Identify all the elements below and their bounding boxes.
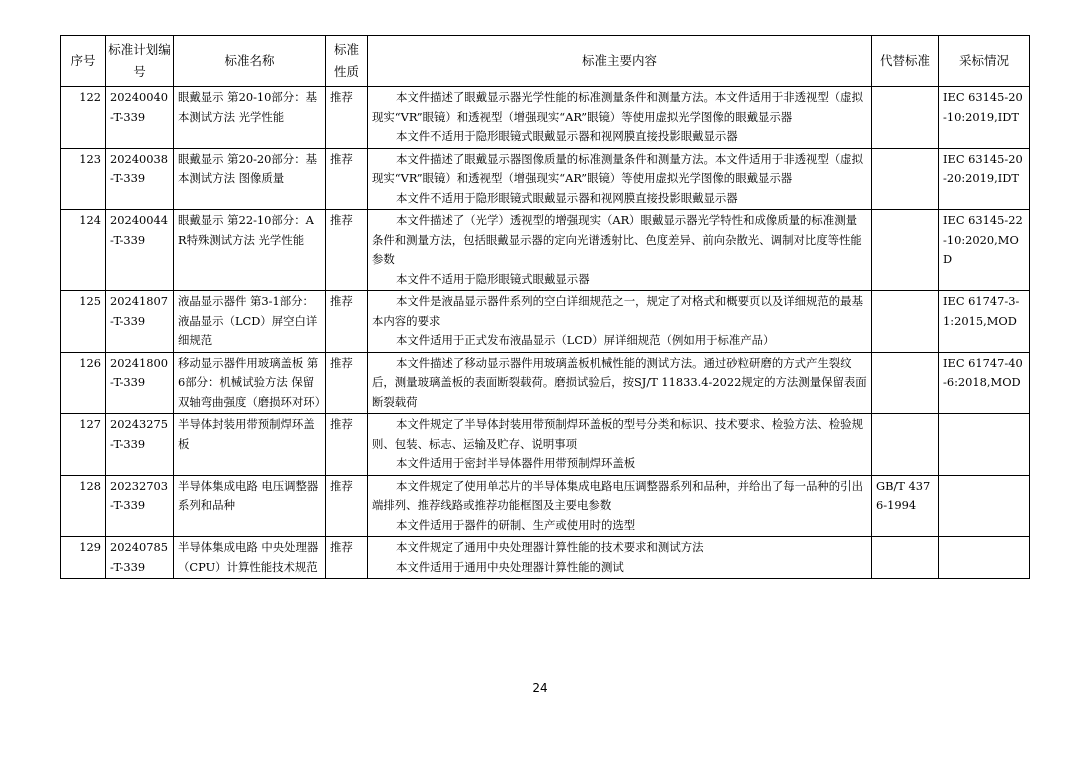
header-nature: 标准性质 [326,36,368,87]
content-paragraph: 本文件规定了通用中央处理器计算性能的技术要求和测试方法 [395,540,704,554]
cell-content [368,87,872,149]
content-paragraph: 本文件描述了移动显示器件用玻璃盖板机械性能的测试方法。通过砂粒研磨的方式产生裂纹后，测量玻璃盖板的表面断裂载荷。磨损试验后，按SJ/T 11833.4-2022规定的方法测量保留表面断裂载荷 [372,355,867,409]
cell-plan-no: 20240044-T-339 [106,210,174,291]
header-plan-no: 标准计划编号 [106,36,174,87]
cell-standard-name: 眼戴显示 第20-20部分：基本测试方法 图像质量 [174,148,326,210]
header-replace: 代替标准 [872,36,939,87]
cell-nature: 推荐 [326,210,368,291]
cell-replace [872,414,939,476]
cell-seq: 123 [61,148,106,210]
cell-replace [872,87,939,149]
cell-content [368,210,872,291]
table-row [61,87,1030,149]
cell-plan-no: 20241807-T-339 [106,291,174,353]
table-row [61,352,1030,414]
content-paragraph: 本文件不适用于隐形眼镜式眼戴显示器和视网膜直接投影眼戴显示器 [395,190,738,205]
content-paragraph: 本文件不适用于隐形眼镜式眼戴显示器 [395,271,590,286]
cell-plan-no: 20243275-T-339 [106,414,174,476]
cell-replace [872,210,939,291]
content-paragraph: 本文件描述了眼戴显示器图像质量的标准测量条件和测量方法。本文件适用于非透视型（虚拟现实“VR”眼镜）和透视型（增强现实“AR”眼镜）等使用虚拟光学图像的眼戴显示器 [372,151,863,185]
content-paragraph: 本文件适用于正式发布液晶显示（LCD）屏详细规范（例如用于标准产品） [395,333,775,347]
page-number: 24 [532,681,548,695]
cell-adopt [939,475,1030,537]
header-name: 标准名称 [174,36,326,87]
cell-plan-no: 20240038-T-339 [106,148,174,210]
cell-plan-no: 20240040-T-339 [106,87,174,149]
cell-plan-no: 20241800-T-339 [106,352,174,414]
content-paragraph: 本文件描述了（光学）透视型的增强现实（AR）眼戴显示器光学特性和成像质量的标准测量条件和测量方法，包括眼戴显示器的定向光谱透射比、色度差异、前向杂散光、调制对比度等性能参数 [372,213,862,266]
content-paragraph: 本文件适用于器件的研制、生产或使用时的选型 [395,517,636,532]
header-seq: 序号 [61,36,106,87]
cell-seq: 122 [61,87,106,149]
cell-seq: 125 [61,291,106,353]
cell-adopt: IEC 63145-22-10:2020,MOD [939,210,1030,291]
header-adopt: 采标情况 [939,36,1030,87]
content-paragraph: 本文件适用于密封半导体器件用带预制焊环盖板 [395,456,636,470]
cell-plan-no: 20232703-T-339 [106,475,174,537]
cell-nature: 推荐 [326,475,368,537]
cell-content [368,537,872,579]
cell-seq: 128 [61,475,106,537]
cell-nature: 推荐 [326,148,368,210]
cell-adopt: IEC 61747-3-1:2015,MOD [939,291,1030,353]
cell-nature: 推荐 [326,414,368,476]
cell-nature: 推荐 [326,537,368,579]
table-row [61,291,1030,353]
cell-adopt: IEC 61747-40-6:2018,MOD [939,352,1030,414]
table-row [61,210,1030,291]
cell-standard-name: 半导体封装用带预制焊环盖板 [174,414,326,476]
cell-replace: GB/T 4376-1994 [872,475,939,537]
content-paragraph: 本文件规定了半导体封装用带预制焊环盖板的型号分类和标识、技术要求、检验方法、检验规则、包装、标志、运输及贮存、说明事项 [372,417,863,451]
cell-standard-name: 液晶显示器件 第3-1部分：液晶显示（LCD）屏空白详细规范 [174,291,326,353]
table-body [61,87,1030,579]
content-paragraph: 本文件适用于通用中央处理器计算性能的测试 [395,559,624,574]
content-paragraph: 本文件描述了眼戴显示器光学性能的标准测量条件和测量方法。本文件适用于非透视型（虚拟现实“VR”眼镜）和透视型（增强现实“AR”眼镜）等使用虚拟光学图像的眼戴显示器 [372,90,863,124]
table-row [61,148,1030,210]
table-row [61,475,1030,537]
cell-replace [872,352,939,414]
table-row [61,537,1030,579]
cell-replace [872,148,939,210]
cell-replace [872,291,939,353]
cell-seq: 127 [61,414,106,476]
cell-nature: 推荐 [326,291,368,353]
cell-nature: 推荐 [326,87,368,149]
cell-adopt [939,537,1030,579]
cell-seq: 129 [61,537,106,579]
cell-adopt [939,414,1030,476]
cell-content [368,352,872,414]
cell-content [368,475,872,537]
cell-content [368,291,872,353]
content-paragraph: 本文件规定了使用单芯片的半导体集成电路电压调整器系列和品种，并给出了每一品种的引出端排列、推荐线路或推荐功能框图及主要电参数 [372,478,863,512]
cell-standard-name: 眼戴显示 第20-10部分：基本测试方法 光学性能 [174,87,326,149]
cell-standard-name: 半导体集成电路 中央处理器（CPU）计算性能技术规范 [174,537,326,579]
cell-content [368,148,872,210]
cell-plan-no: 20240785-T-339 [106,537,174,579]
cell-nature: 推荐 [326,352,368,414]
header-content: 标准主要内容 [368,36,872,87]
cell-seq: 126 [61,352,106,414]
standards-table [60,35,1030,579]
cell-standard-name: 移动显示器件用玻璃盖板 第6部分：机械试验方法 保留双轴弯曲强度（磨损环对环） [174,352,326,414]
cell-adopt: IEC 63145-20-20:2019,IDT [939,148,1030,210]
cell-adopt: IEC 63145-20-10:2019,IDT [939,87,1030,149]
table-row [61,414,1030,476]
content-paragraph: 本文件是液晶显示器件系列的空白详细规范之一，规定了对格式和概要页以及详细规范的最基本内容的要求 [372,294,863,328]
content-paragraph: 本文件不适用于隐形眼镜式眼戴显示器和视网膜直接投影眼戴显示器 [395,129,738,143]
cell-standard-name: 眼戴显示 第22-10部分：AR特殊测试方法 光学性能 [174,210,326,291]
cell-standard-name: 半导体集成电路 电压调整器系列和品种 [174,475,326,537]
cell-seq: 124 [61,210,106,291]
table-header-row [61,36,1030,87]
cell-replace [872,537,939,579]
cell-content [368,414,872,476]
